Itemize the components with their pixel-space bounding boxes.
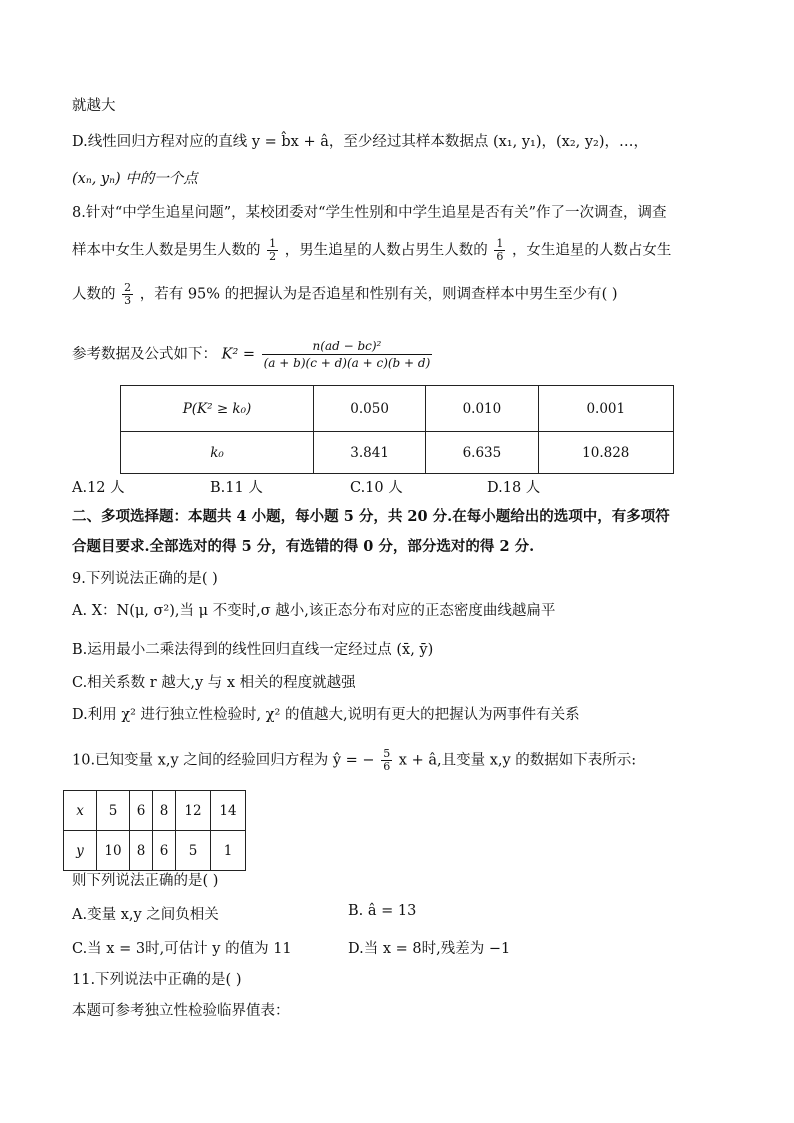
table-cell: 6.635 bbox=[426, 432, 538, 474]
question-11-stem: 11.下列说法中正确的是( ) bbox=[72, 972, 242, 988]
table-cell: 0.001 bbox=[538, 386, 673, 432]
table-cell: 3.841 bbox=[314, 432, 426, 474]
table-cell: 0.050 bbox=[314, 386, 426, 432]
question-8-stem: 8.针对“中学生追星问题”，某校团委对“学生性别和中学生追星是否有关”作了一次调查，调查 bbox=[72, 205, 667, 221]
reference-formula bbox=[72, 338, 434, 371]
fraction-half: $\frac{1}{2}$ bbox=[269, 237, 277, 263]
q9-option-b: B.运用最小二乘法得到的线性回归直线一定经过点 (x̄, ȳ) bbox=[72, 642, 434, 658]
formula-lhs: K² = bbox=[221, 346, 256, 363]
xy-data-table bbox=[63, 790, 246, 871]
question-9-stem: 9.下列说法正确的是( ) bbox=[72, 571, 218, 587]
formula-fraction: $\frac{\text{n(ad − bc)²}}{(a + b)(c + d)(a + c)(b + d)}$ bbox=[263, 339, 431, 370]
section-heading-line2: 合题目要求.全部选对的得 5 分，有选错的得 0 分，部分选对的得 2 分. bbox=[72, 538, 535, 555]
q10-option-a: A.变量 x,y 之间负相关 bbox=[72, 907, 219, 923]
table-cell: 5 bbox=[97, 791, 130, 831]
option-b: B.11 人 bbox=[210, 480, 263, 496]
question-11-note: 本题可参考独立性检验临界值表： bbox=[72, 1003, 290, 1019]
text-span: x + â,且变量 x,y 的数据如下表所示: bbox=[398, 752, 637, 769]
q10-option-b: B. â = 13 bbox=[348, 903, 417, 919]
table-cell: x bbox=[64, 791, 97, 831]
text-span: 参考数据及公式如下： bbox=[72, 346, 217, 363]
table-row bbox=[121, 432, 674, 474]
table-cell: 14 bbox=[211, 791, 246, 831]
table-row bbox=[64, 831, 246, 871]
q9-option-c: C.相关系数 r 越大,y 与 x 相关的程度就越强 bbox=[72, 675, 356, 691]
text-line: (xₙ, yₙ) 中的一个点 bbox=[72, 171, 198, 187]
table-cell: 8 bbox=[153, 791, 176, 831]
q10-option-c: C.当 x = 3时,可估计 y 的值为 11 bbox=[72, 941, 292, 957]
fraction-two-thirds: $\frac{2}{3}$ bbox=[124, 281, 132, 307]
text-span: 人数的 bbox=[72, 286, 116, 303]
option-a: A.12 人 bbox=[72, 480, 125, 496]
table-cell: y bbox=[64, 831, 97, 871]
table-cell: 5 bbox=[176, 831, 211, 871]
text-span: 样本中女生人数是男生人数的 bbox=[72, 242, 261, 259]
text-span: ，女生追星的人数占女生 bbox=[511, 242, 672, 259]
option-d-line: D.线性回归方程对应的直线 y = b̂x + â，至少经过其样本数据点 (x₁, y₁)，(x₂, y₂)，…， bbox=[72, 134, 649, 150]
text-span: ，若有 95% 的把握认为是否追星和性别有关，则调查样本中男生至少有( ) bbox=[139, 286, 618, 303]
table-cell: 12 bbox=[176, 791, 211, 831]
fraction-sixth: $\frac{1}{6}$ bbox=[496, 237, 504, 263]
option-d: D.18 人 bbox=[487, 480, 541, 496]
table-cell: 6 bbox=[130, 791, 153, 831]
section-heading: 二、多项选择题：本题共 4 小题，每小题 5 分，共 20 分.在每小题给出的选项中，有多项符 bbox=[72, 508, 670, 525]
table-row bbox=[121, 386, 674, 432]
question-10-stem bbox=[72, 748, 636, 773]
table-cell: 8 bbox=[130, 831, 153, 871]
text-span: ，男生追星的人数占男生人数的 bbox=[284, 242, 488, 259]
text-line: 就越大 bbox=[72, 98, 116, 114]
q9-option-d: D.利用 χ² 进行独立性检验时, χ² 的值越大,说明有更大的把握认为两事件有关系 bbox=[72, 707, 580, 723]
option-c: C.10 人 bbox=[350, 480, 403, 496]
table-cell: 0.010 bbox=[426, 386, 538, 432]
table-cell: k₀ bbox=[121, 432, 314, 474]
q9-option-a: A. X：N(μ, σ²),当 μ 不变时,σ 越小,该正态分布对应的正态密度曲线越扁平 bbox=[72, 603, 556, 619]
table-cell: 10 bbox=[97, 831, 130, 871]
k-critical-table bbox=[120, 385, 674, 474]
fraction-five-sixths: $\frac{5}{6}$ bbox=[383, 747, 391, 773]
question-8-line2 bbox=[72, 238, 671, 263]
q10-option-d: D.当 x = 8时,残差为 −1 bbox=[348, 941, 511, 957]
text-span: 10.已知变量 x,y 之间的经验回归方程为 ŷ = − bbox=[72, 752, 375, 769]
question-10-ask: 则下列说法正确的是( ) bbox=[72, 873, 219, 889]
table-cell: 6 bbox=[153, 831, 176, 871]
question-8-line3 bbox=[72, 282, 618, 307]
table-cell: P(K² ≥ k₀) bbox=[121, 386, 314, 432]
table-row bbox=[64, 791, 246, 831]
table-cell: 1 bbox=[211, 831, 246, 871]
table-cell: 10.828 bbox=[538, 432, 673, 474]
